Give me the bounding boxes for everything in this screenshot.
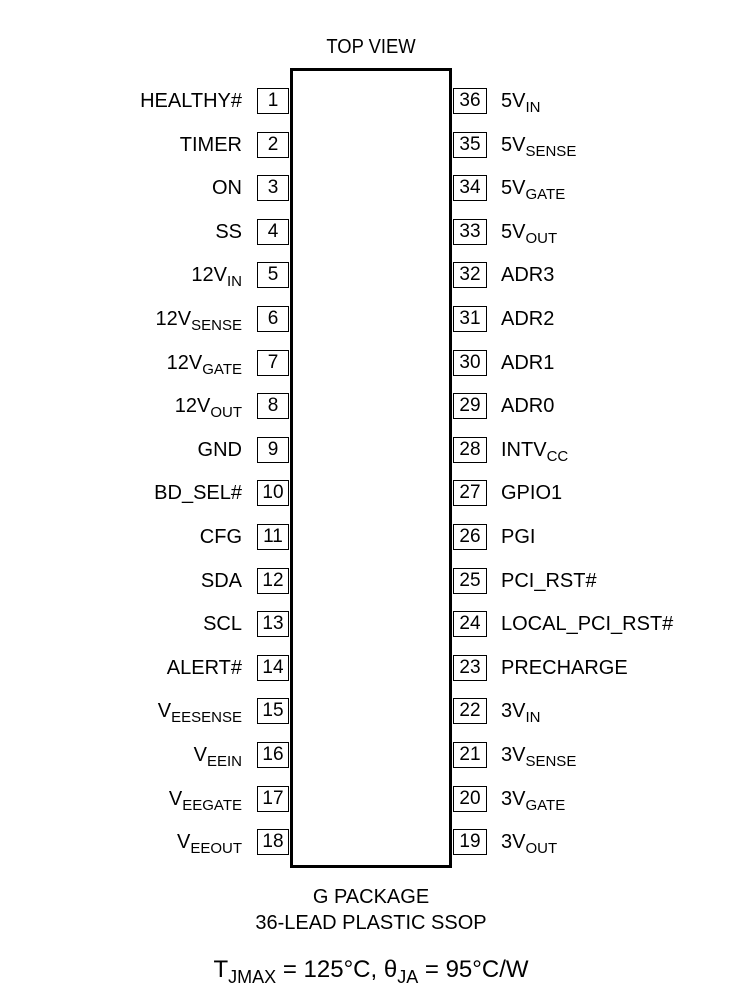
pin-35-label xyxy=(501,133,577,160)
pin-3-label xyxy=(212,176,242,200)
pin-9-label xyxy=(198,438,242,462)
pin-19-name: 3V xyxy=(501,831,526,854)
pin-27-number: 27 xyxy=(453,480,487,506)
pin-3-number: 3 xyxy=(257,175,289,201)
pin-22-subscript: IN xyxy=(525,709,541,727)
pin-28-subscript: CC xyxy=(546,447,569,465)
pin-26-name: PGI xyxy=(501,526,536,548)
pin-36-label xyxy=(501,89,541,116)
pin-21-label xyxy=(501,743,577,770)
pin-29-label xyxy=(501,394,554,418)
pin-8-name: 12V xyxy=(174,395,211,418)
pin-18-subscript: EEOUT xyxy=(190,840,242,858)
pin-22-number: 22 xyxy=(453,698,487,724)
pin-5-number: 5 xyxy=(257,262,289,288)
pin-26-number: 26 xyxy=(453,524,487,550)
thermal-spec xyxy=(0,956,742,987)
pin-4-number: 4 xyxy=(257,219,289,245)
pin-28-number: 28 xyxy=(453,437,487,463)
pin-32-name: ADR3 xyxy=(501,264,555,287)
pin-23-number: 23 xyxy=(453,655,487,681)
tjmax-subscript: JMAX xyxy=(228,967,277,987)
ic-body xyxy=(290,68,452,868)
pin-33-subscript: OUT xyxy=(525,229,558,247)
pin-28-name: INTV xyxy=(501,438,547,461)
pin-5-subscript: IN xyxy=(227,273,242,291)
pin-25-name: PCI_RST# xyxy=(501,569,597,592)
pin-32-label xyxy=(501,263,554,287)
pin-9-name: GND xyxy=(197,438,242,461)
pin-36-number: 36 xyxy=(453,88,487,114)
pin-21-subscript: SENSE xyxy=(525,753,577,770)
pin-35-name: 5V xyxy=(501,133,526,156)
pin-21-name: 3V xyxy=(501,744,526,766)
pin-15-subscript: EESENSE xyxy=(171,709,242,727)
pin-36-name: 5V xyxy=(501,90,526,112)
pin-16-number: 16 xyxy=(257,742,289,768)
pin-29-name: ADR0 xyxy=(501,395,555,418)
pin-10-name: BD_SEL# xyxy=(154,482,242,505)
pin-28-label xyxy=(501,438,569,465)
pin-36-subscript: IN xyxy=(525,99,541,116)
pin-32-number: 32 xyxy=(453,262,487,288)
pin-6-name: 12V xyxy=(155,308,192,330)
pin-26-label xyxy=(501,525,535,549)
pin-22-label xyxy=(501,699,541,727)
pin-7-label xyxy=(166,351,242,378)
pin-8-subscript: OUT xyxy=(210,404,242,422)
pin-2-name: TIMER xyxy=(179,133,242,156)
pin-29-number: 29 xyxy=(453,393,487,419)
pin-27-name: GPIO1 xyxy=(501,482,563,505)
pin-6-number: 6 xyxy=(257,306,289,332)
pin-12-name: SDA xyxy=(200,569,242,592)
tjmax-symbol: T xyxy=(213,956,229,983)
pin-23-label xyxy=(501,656,628,680)
pin-5-name: 12V xyxy=(191,264,227,287)
pin-20-subscript: GATE xyxy=(525,796,566,814)
pin-23-name: PRECHARGE xyxy=(501,656,628,679)
pin-17-name: V xyxy=(168,787,183,810)
pin-11-label xyxy=(200,525,242,549)
theta-symbol: θ xyxy=(383,956,398,983)
pin-13-number: 13 xyxy=(257,611,289,637)
pin-12-number: 12 xyxy=(257,568,289,594)
pin-10-number: 10 xyxy=(257,480,289,506)
pin-11-name: CFG xyxy=(199,526,242,548)
pin-15-name: V xyxy=(157,700,172,723)
pin-19-number: 19 xyxy=(453,829,487,855)
pin-9-number: 9 xyxy=(257,437,289,463)
pin-19-label xyxy=(501,830,558,858)
pin-33-name: 5V xyxy=(501,220,526,243)
pin-5-label xyxy=(191,263,242,291)
pin-20-label xyxy=(501,787,566,814)
pin-25-label xyxy=(501,569,597,593)
pin-24-name: LOCAL_PCI_RST# xyxy=(501,613,674,636)
top-view-label: TOP VIEW xyxy=(326,36,416,58)
pin-1-number: 1 xyxy=(257,88,289,114)
pin-18-label xyxy=(176,830,242,858)
pin-7-name: 12V xyxy=(166,351,203,374)
pin-19-subscript: OUT xyxy=(525,840,558,858)
pin-20-name: 3V xyxy=(501,787,526,810)
pin-10-label xyxy=(154,481,242,505)
pin-15-number: 15 xyxy=(257,698,289,724)
pin-14-label xyxy=(167,656,242,680)
pin-17-label xyxy=(168,787,242,814)
pin-12-label xyxy=(201,569,242,593)
package-type: 36-LEAD PLASTIC SSOP xyxy=(255,912,487,934)
pin-30-number: 30 xyxy=(453,350,487,376)
pin-16-name: V xyxy=(193,744,207,766)
pin-34-number: 34 xyxy=(453,175,487,201)
pin-31-label xyxy=(501,307,554,331)
pin-7-subscript: GATE xyxy=(202,360,242,378)
pin-4-label xyxy=(215,220,242,244)
pin-18-name: V xyxy=(176,831,191,854)
pin-34-subscript: GATE xyxy=(525,186,566,204)
pin-16-label xyxy=(193,743,242,770)
pin-6-label xyxy=(155,307,242,334)
pin-7-number: 7 xyxy=(257,350,289,376)
pin-3-name: ON xyxy=(212,177,242,200)
theta-value: = 95°C/W xyxy=(418,956,529,983)
pin-4-name: SS xyxy=(215,220,242,243)
pin-15-label xyxy=(157,699,242,727)
pin-17-subscript: EEGATE xyxy=(182,796,242,814)
pin-35-number: 35 xyxy=(453,132,487,158)
pin-11-number: 11 xyxy=(257,524,289,550)
pin-2-number: 2 xyxy=(257,132,289,158)
package-name: G PACKAGE xyxy=(312,886,430,908)
pin-33-number: 33 xyxy=(453,219,487,245)
pin-16-subscript: EEIN xyxy=(206,753,242,770)
pin-18-number: 18 xyxy=(257,829,289,855)
pin-24-number: 24 xyxy=(453,611,487,637)
pin-21-number: 21 xyxy=(453,742,487,768)
pin-22-name: 3V xyxy=(501,700,526,723)
pin-20-number: 20 xyxy=(453,786,487,812)
pin-25-number: 25 xyxy=(453,568,487,594)
pin-8-label xyxy=(174,394,242,422)
pin-14-name: ALERT# xyxy=(166,656,242,679)
pin-14-number: 14 xyxy=(257,655,289,681)
pin-34-name: 5V xyxy=(501,177,526,200)
pin-31-name: ADR2 xyxy=(501,308,555,330)
pin-34-label xyxy=(501,176,566,204)
pin-27-label xyxy=(501,481,562,505)
pin-30-name: ADR1 xyxy=(501,351,555,374)
pin-30-label xyxy=(501,351,554,375)
pin-6-subscript: SENSE xyxy=(191,317,242,334)
pin-13-name: SCL xyxy=(203,613,242,636)
pin-1-name: HEALTHY# xyxy=(140,90,242,112)
pin-2-label xyxy=(180,133,242,157)
pin-17-number: 17 xyxy=(257,786,289,812)
tjmax-value: = 125°C, xyxy=(276,956,384,983)
pin-31-number: 31 xyxy=(453,306,487,332)
pin-1-label xyxy=(140,89,242,113)
theta-subscript: JA xyxy=(397,967,419,987)
pin-24-label xyxy=(501,612,673,636)
pin-8-number: 8 xyxy=(257,393,289,419)
pin-13-label xyxy=(203,612,242,636)
pin-35-subscript: SENSE xyxy=(525,142,577,160)
pin-33-label xyxy=(501,220,558,247)
